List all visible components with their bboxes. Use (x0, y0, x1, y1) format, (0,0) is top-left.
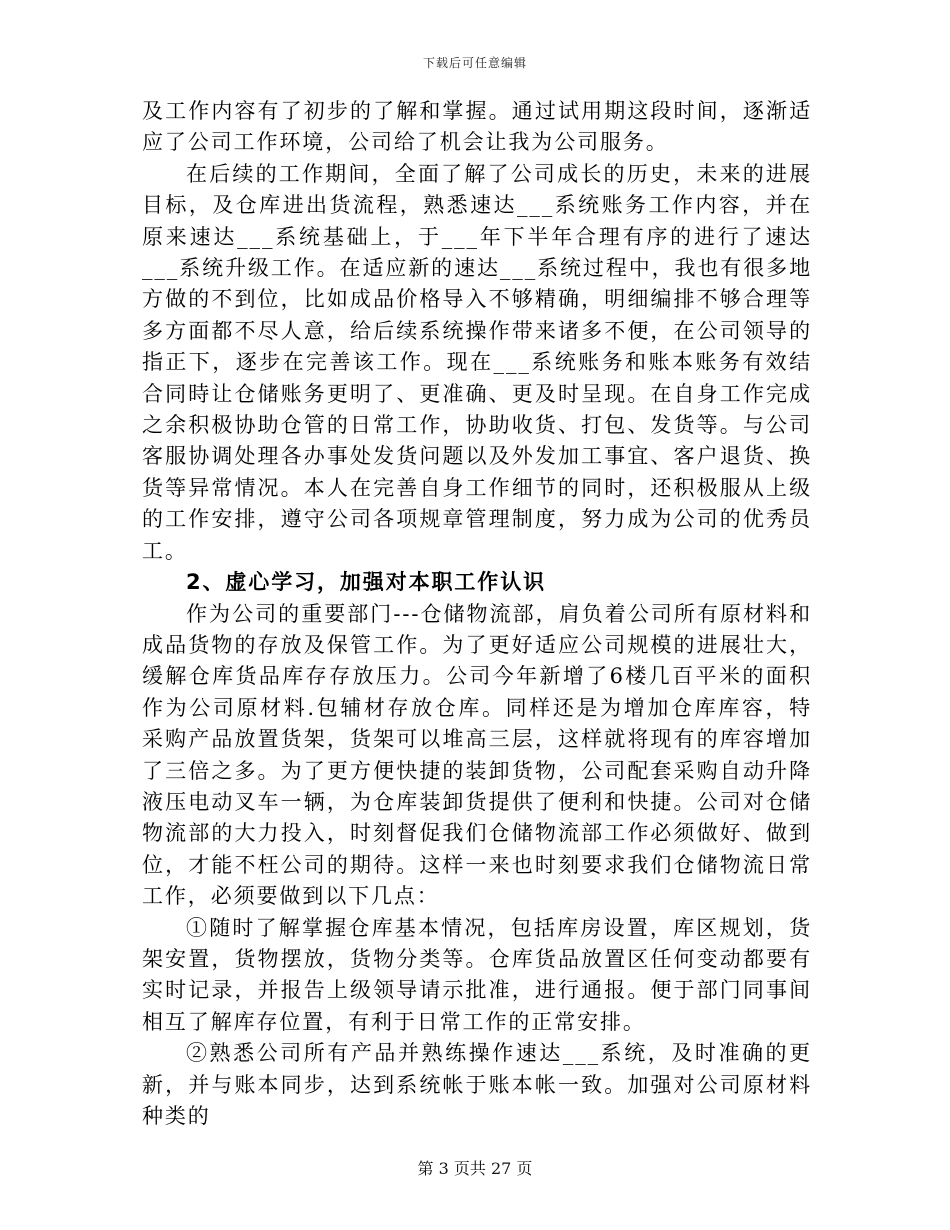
page-header-note: 下载后可任意编辑 (422, 56, 527, 70)
list-item-1: ①随时了解掌握仓库基本情况，包括库房设置，库区规划，货架安置，货物摆放，货物分类等。仓库货品放置区任何变动都要有实时记录，并报告上级领导请示批准，进行通报。便于部门同事间相互了解库存位置，有利于日常工作的正常安排。 (142, 915, 812, 1034)
document-body (142, 96, 812, 1132)
paragraph-3: 作为公司的重要部门---仓储物流部，肩负着公司所有原材料和成品货物的存放及保管工作。为了更好适应公司规模的进展壮大，缓解仓库货品库存存放压力。公司今年新增了6楼几百平米的面积作为公司原材料.包辅材存放仓库。同样还是为增加仓库库容，特采购产品放置货架，货架可以堆高三层，这样就将现有的库容增加了三倍之多。为了更方便快捷的装卸货物，公司配套采购自动升降液压电动叉车一辆，为仓库装卸货提供了便利和快捷。公司对仓储物流部的大力投入，时刻督促我们仓储物流部工作必须做好、做到位，才能不枉公司的期待。这样一来也时刻要求我们仓储物流日常工作，必须要做到以下几点： (142, 601, 812, 909)
page-number-footer: 第 3 页共 27 页 (417, 1159, 533, 1178)
list-item-2: ②熟悉公司所有产品并熟练操作速达___系统，及时准确的更新，并与账本同步，达到系统帐于账本帐一致。加强对公司原材料种类的 (142, 1041, 812, 1128)
section-heading: 2、虚心学习，加强对本职工作认识 (186, 570, 547, 595)
paragraph-1: 及工作内容有了初步的了解和掌握。通过试用期这段时间，逐渐适应了公司工作环境，公司给了机会让我为公司服务。 (142, 99, 812, 155)
paragraph-2: 在后续的工作期间，全面了解了公司成长的历史，未来的进展目标，及仓库进出货流程，熟悉速达___系统账务工作内容，并在原来速达___系统基础上，于___年下半年合理有序的进行了速达___系统升级工作。在适应新的速达___系统过程中，我也有很多地方做的不到位，比如成品价格导入不够精确，明细编排不够合理等多方面都不尽人意，给后续系统操作带来诸多不便，在公司领导的指正下，逐步在完善该工作。现在___系统账务和账本账务有效结合同時让仓储账务更明了、更准确、更及时呈现。在自身工作完成之余积极协助仓管的日常工作，协助收货、打包、发货等。与公司客服协调处理各办事处发货问题以及外发加工事宜、客户退货、换货等异常情况。本人在完善自身工作细节的同时，还积极服从上级的工作安排，遵守公司各项规章管理制度，努力成为公司的优秀员工。 (142, 161, 812, 563)
